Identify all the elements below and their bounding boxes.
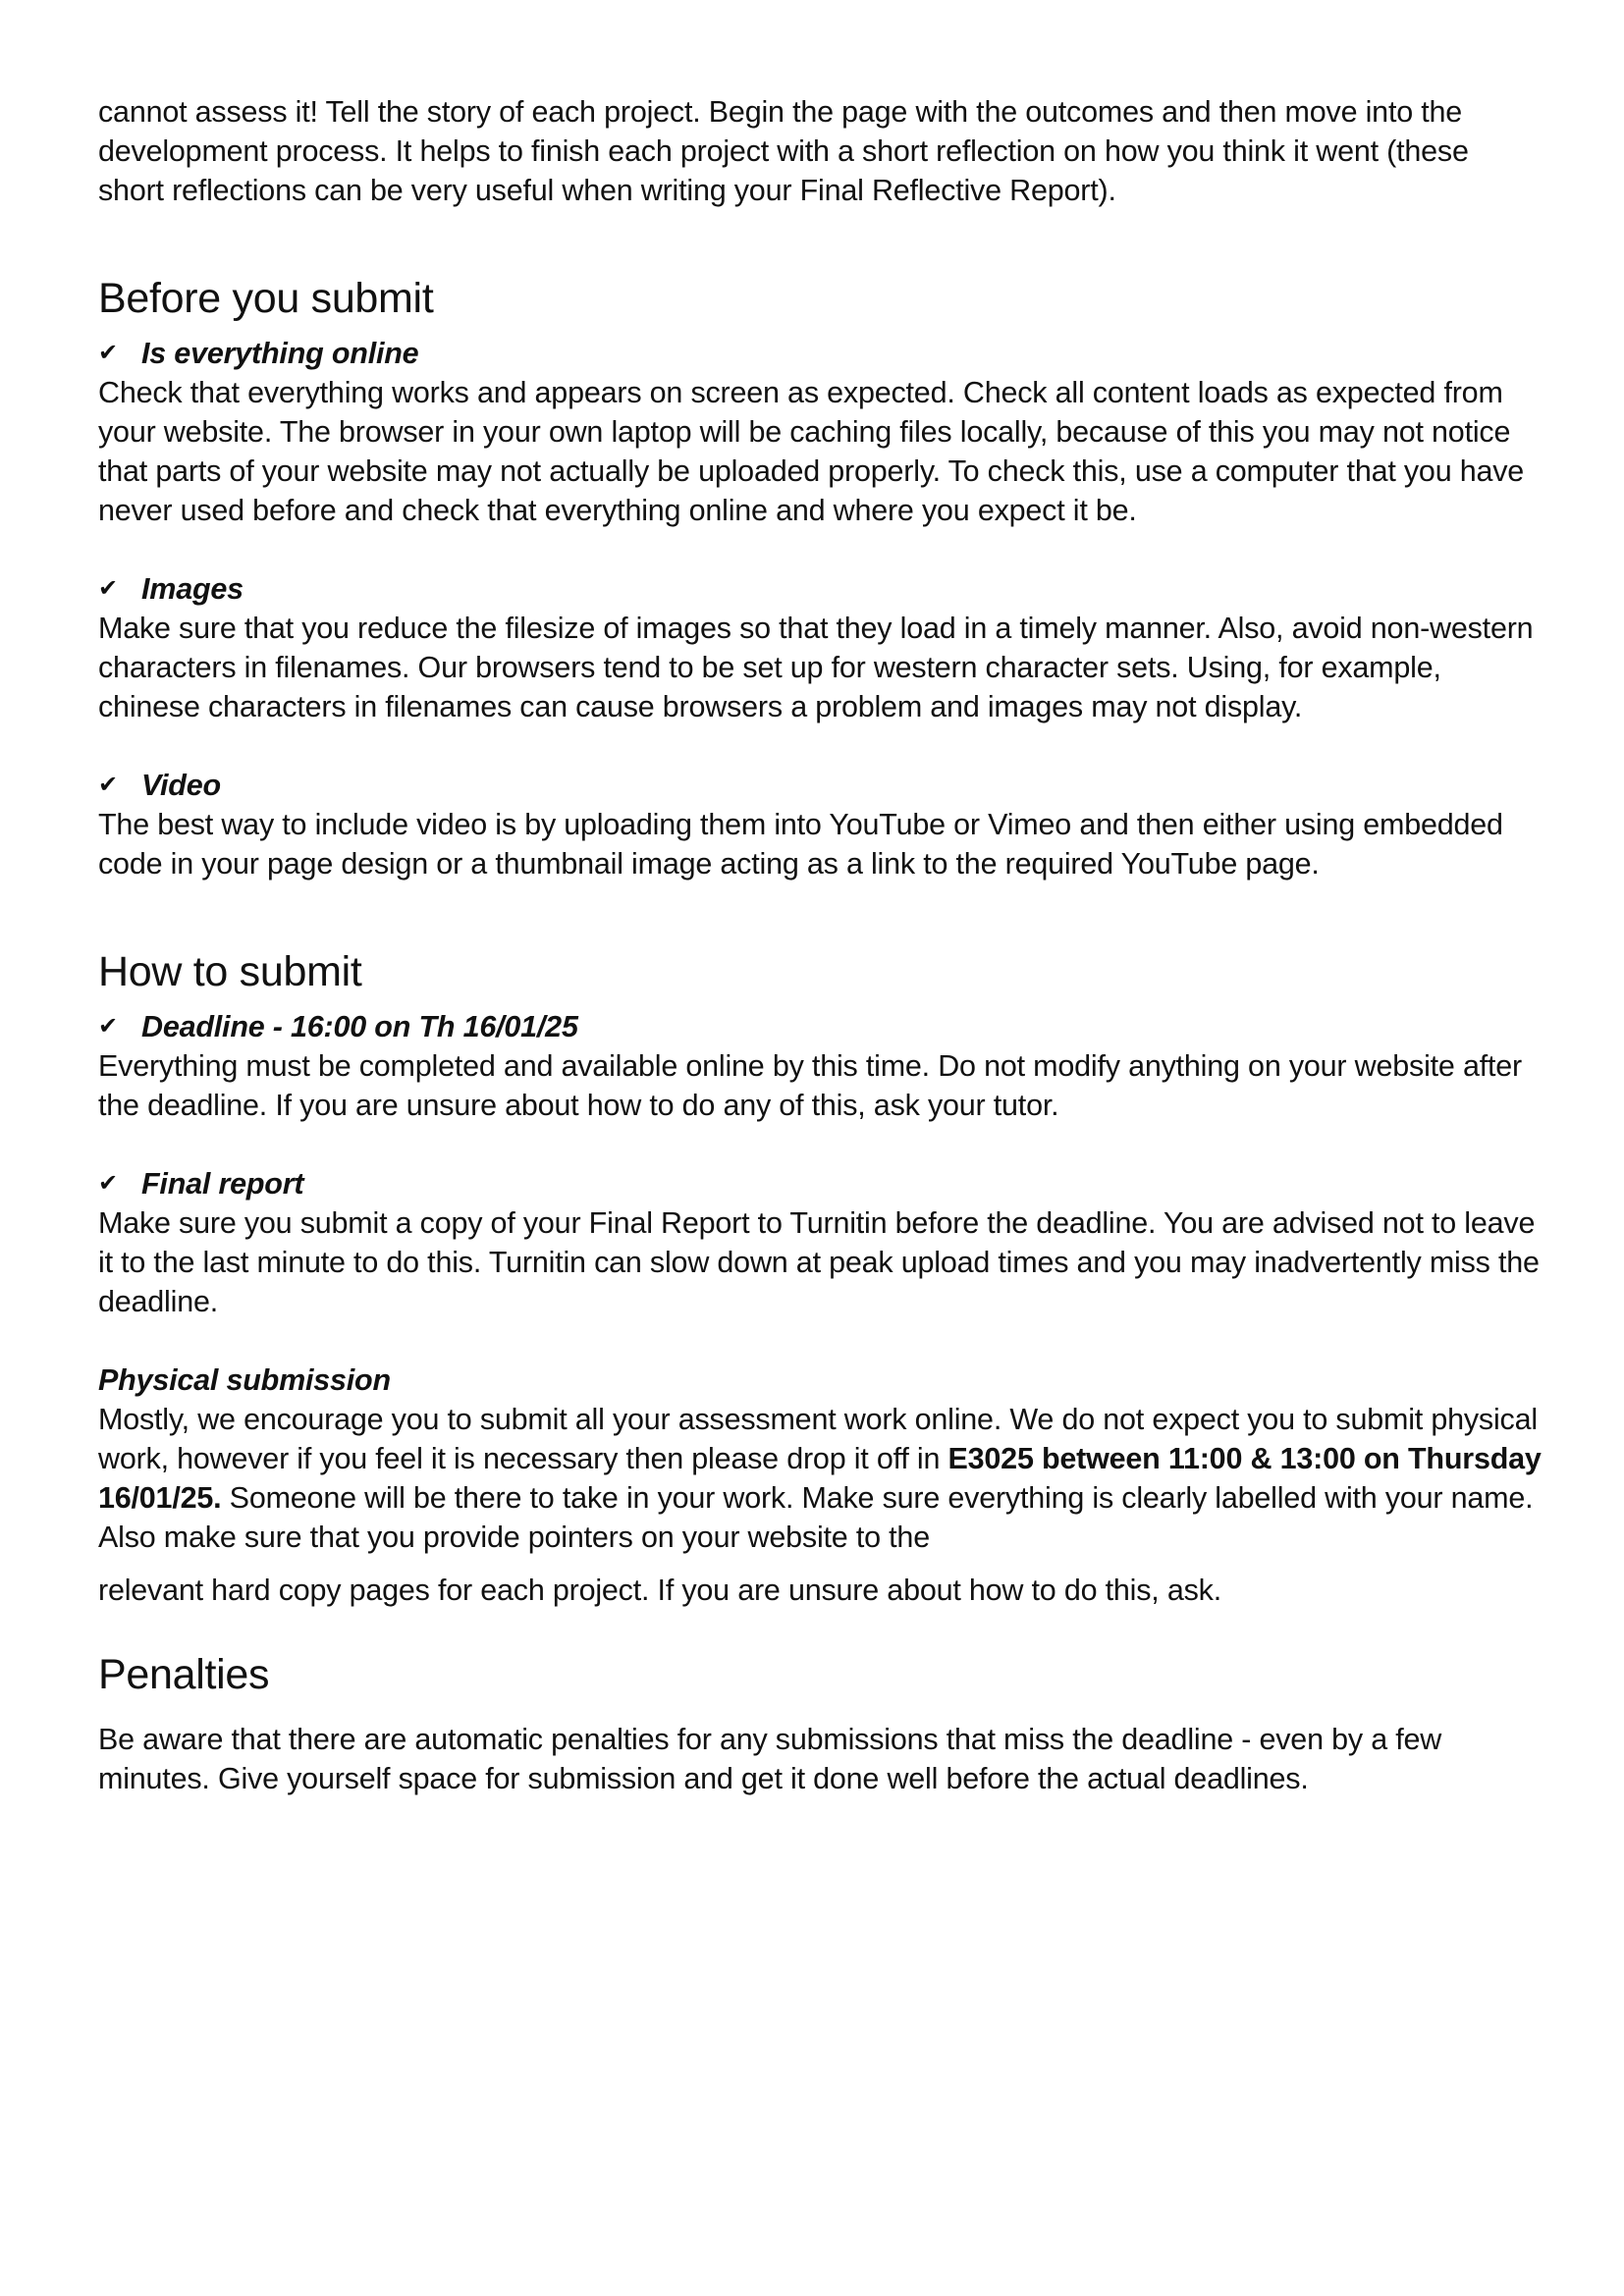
- item-images: [98, 569, 1542, 726]
- physical-body-location-time: E3025 between 11:00 & 13:00 on Thursday 16/01/25.: [98, 1442, 1542, 1515]
- checkmark-icon: ✔: [98, 1170, 118, 1197]
- item-title: Images: [141, 572, 244, 606]
- intro-paragraph: cannot assess it! Tell the story of each project. Begin the page with the outcomes and then move into the development process. It helps to finish each project with a short reflection on how you think it went (these short reflections can be very useful when writing your Final Reflective Report).: [98, 95, 1469, 207]
- physical-body-mid: Someone will be there to take in your work. Make sure everything is clearly labelled with your name. Also make sure that you provide pointers on your website to the: [98, 1481, 1534, 1554]
- document-page: [98, 92, 1542, 1798]
- item-title: Is everything online: [141, 337, 419, 370]
- checkmark-icon: ✔: [98, 1013, 118, 1040]
- item-title: Final report: [141, 1167, 304, 1201]
- item-body: Make sure you submit a copy of your Final Report to Turnitin before the deadline. You are advised not to leave it to the last minute to do this. Turnitin can slow down at peak upload times and you may inadvertently miss the deadline.: [98, 1206, 1540, 1318]
- item-body: [98, 1400, 1542, 1610]
- heading-penalties: Penalties: [98, 1651, 270, 1698]
- item-final-report: [98, 1164, 1542, 1321]
- checkmark-icon: ✔: [98, 772, 118, 798]
- physical-body-start: Mostly, we encourage you to submit all your assessment work online. We do not expect you to submit physical work, however if you feel it is necessary then please drop it off in: [98, 1403, 1538, 1475]
- item-body: The best way to include video is by uploading them into YouTube or Vimeo and then either using embedded code in your page design or a thumbnail image acting as a link to the required YouTube page.: [98, 808, 1503, 881]
- item-title: Video: [141, 769, 221, 802]
- item-is-everything-online: [98, 334, 1542, 530]
- heading-how-to-submit: How to submit: [98, 948, 362, 995]
- item-deadline: [98, 1007, 1542, 1125]
- checkmark-icon: ✔: [98, 340, 118, 366]
- item-body: Everything must be completed and available online by this time. Do not modify anything on your website after the deadline. If you are unsure about how to do any of this, ask your tutor.: [98, 1049, 1522, 1122]
- item-physical-submission: [98, 1361, 1542, 1610]
- item-video: [98, 766, 1542, 883]
- item-title: Physical submission: [98, 1363, 391, 1397]
- item-body: Check that everything works and appears on screen as expected. Check all content loads as expected from your website. The browser in your own laptop will be caching files locally, because of this you may not notice that parts of your website may not actually be uploaded properly. To check this, use a computer that you have never used before and check that everything online and where you expect it be.: [98, 376, 1525, 527]
- physical-body-end: relevant hard copy pages for each project. If you are unsure about how to do this, ask.: [98, 1574, 1221, 1607]
- heading-before-you-submit: Before you submit: [98, 275, 434, 322]
- item-title: Deadline - 16:00 on Th 16/01/25: [141, 1010, 578, 1043]
- penalties-body: Be aware that there are automatic penalties for any submissions that miss the deadline - even by a few minutes. Give yourself space for submission and get it done well before the actual deadlines.: [98, 1723, 1442, 1795]
- item-body: Make sure that you reduce the filesize of images so that they load in a timely manner. Also, avoid non-western characters in filenames. Our browsers tend to be set up for western character sets. Using, for example, chinese characters in filenames can cause browsers a problem and images may not display.: [98, 612, 1534, 723]
- checkmark-icon: ✔: [98, 575, 118, 602]
